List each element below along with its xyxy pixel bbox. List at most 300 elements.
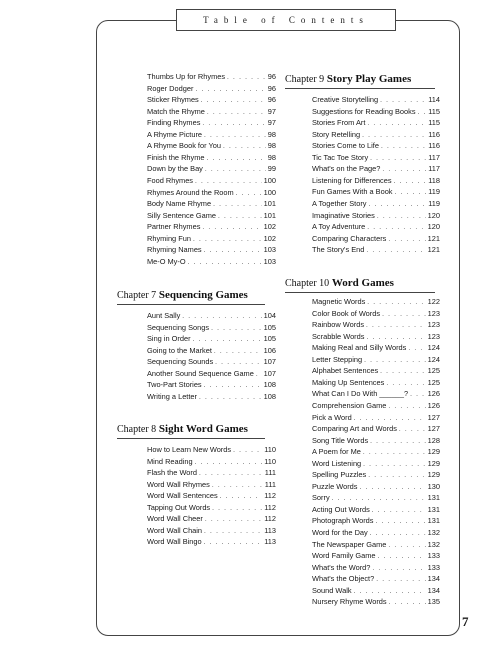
entry-title: How to Learn New Words [147,445,232,454]
dot-leader [388,235,425,245]
dot-leader [369,200,427,210]
entry-page-number: 125 [427,377,440,387]
toc-entry [312,297,440,308]
toc-entry [147,445,276,456]
entry-title: Song Title Words [312,435,369,445]
toc-entry [312,540,440,551]
entry-page-number: 116 [428,141,440,151]
entry-title: Me-O My-O [147,256,186,266]
entry-title: Word for the Day [312,528,368,537]
entry-page-number: 110 [264,456,276,466]
dot-leader [410,390,426,400]
dot-leader [195,85,265,95]
dot-leader [370,529,426,539]
toc-entry [312,493,440,504]
entry-title: Tic Tac Toe Story [312,152,369,162]
entry-page-number: 113 [264,525,276,535]
dot-leader [362,131,426,141]
toc-entry [312,597,440,608]
entry-page-number: 105 [263,334,276,344]
dot-leader [367,223,425,233]
toc-entry [147,95,276,106]
toc-entry [147,118,276,129]
entry-title: A Rhyme Book for You [147,141,221,151]
toc-entry [312,378,440,389]
entry-page-number: 102 [263,222,276,232]
entry-page-number: 118 [428,175,440,185]
dot-leader [202,119,265,129]
toc-entry [147,380,276,391]
entry-title: Sorry [312,493,330,503]
entry-page-number: 104 [263,311,276,320]
toc-entry [147,311,276,322]
dot-leader [386,379,425,389]
dot-leader [368,471,425,481]
dot-leader [408,344,425,354]
toc-entry [147,357,276,368]
chapter-rule [117,304,265,305]
dot-leader [377,212,426,222]
toc-entry [147,537,276,548]
entry-title: Letter Stepping [312,354,363,364]
entry-title: Sequencing Songs [147,322,210,332]
entry-title: Word Listening [312,458,362,468]
entry-title: Nursery Rhyme Words [312,597,387,607]
toc-entry [312,332,440,343]
entry-page-number: 117 [428,152,440,162]
entry-title: Comparing Characters [312,233,387,243]
entry-page-number: 124 [427,354,440,364]
toc-entry [147,491,276,502]
dot-leader [233,446,262,456]
entry-title: Writing a Letter [147,391,197,401]
entry-page-number: 112 [264,514,276,524]
toc-entry [312,320,440,331]
dot-leader [204,131,266,141]
entry-page-number: 129 [427,470,440,480]
entry-title: Match the Rhyme [147,106,205,116]
entry-page-number: 117 [428,164,440,174]
toc-entry [312,130,440,141]
entry-page-number: 135 [427,597,440,607]
dot-leader [367,298,425,308]
entry-title: Puzzle Words [312,481,358,491]
entry-page-number: 98 [267,152,276,162]
toc-entry [312,309,440,320]
dot-leader [207,108,266,118]
dot-leader [236,189,262,199]
entry-title: Food Rhymes [147,175,194,185]
entry-title: Flash the Word [147,468,197,478]
entry-page-number: 103 [263,245,276,255]
toc-entry [312,413,440,424]
toc-entry [147,141,276,152]
entry-title: Making Up Sentences [312,377,385,387]
dot-leader [370,437,426,447]
dot-leader [214,347,262,357]
toc-entry [147,176,276,187]
toc-entry [147,72,276,83]
toc-entry [147,211,276,222]
dot-leader [195,177,262,187]
entry-title: Rhymes Around the Room [147,187,234,197]
entry-title: Color Book of Words [312,308,381,318]
entry-page-number: 100 [263,187,276,197]
entry-title: Sequencing Sounds [147,357,214,367]
entry-title: Body Name Rhyme [147,199,212,209]
dot-leader [354,414,426,424]
toc-entry [312,234,440,245]
chapter-label: Chapter 7 [117,290,157,301]
chapter-label: Chapter 10 [285,278,330,289]
dot-leader [367,119,426,129]
entry-title: Word Wall Sentences [147,491,218,501]
entry-title: Spelling Puzzles [312,470,367,480]
toc-entry [312,482,440,493]
entry-title: The Newspaper Game [312,539,387,549]
toc-entry [147,334,276,345]
toc-entry [147,457,276,468]
dot-leader [205,515,262,525]
dot-leader [213,200,262,210]
entry-page-number: 97 [267,118,276,128]
toc-entry [147,153,276,164]
toc-entry [147,199,276,210]
entry-page-number: 101 [263,199,276,209]
toc-entry [312,389,440,400]
entry-page-number: 112 [264,502,276,512]
toc-entry [312,95,440,106]
toc-entry [147,323,276,334]
toc-entry [312,459,440,470]
toc-entry [312,199,440,210]
dot-leader [364,356,426,366]
dot-leader [380,367,426,377]
entry-title: Rainbow Words [312,320,365,330]
dot-leader [378,552,426,562]
toc-entry [312,528,440,539]
entry-title: Stories Come to Life [312,141,379,151]
entry-page-number: 129 [427,447,440,457]
dot-leader [212,504,262,514]
entry-page-number: 123 [427,308,440,318]
dot-leader [389,598,426,608]
dot-leader [195,458,263,468]
dot-leader [376,517,426,527]
entry-title: What Can I Do With ______? [312,389,409,399]
toc-entry [312,401,440,412]
entry-page-number: 107 [263,368,276,378]
entry-title: What's the Object? [312,574,375,584]
entry-title: Fun Games With a Book [312,187,393,197]
dot-leader [380,96,426,106]
dot-leader [366,333,425,343]
entry-title: Rhyming Names [147,245,202,255]
entry-page-number: 114 [428,95,440,104]
dot-leader [204,381,262,391]
toc-entry [312,211,440,222]
entry-title: Roger Dodger [147,83,194,93]
dot-leader [227,73,266,83]
toc-entry [312,563,440,574]
toc-entry [147,257,276,268]
entry-page-number: 126 [427,400,440,410]
toc-entry [312,107,440,118]
dot-leader [204,246,262,256]
dot-leader [394,177,427,187]
entry-title: What's the Word? [312,562,371,572]
toc-entry [312,118,440,129]
entry-page-number: 122 [427,297,440,306]
toc-entry [312,141,440,152]
entry-page-number: 105 [263,322,276,332]
toc-entry [312,447,440,458]
chapter-heading [117,422,248,437]
entry-page-number: 123 [427,320,440,330]
dot-leader [372,506,426,516]
entry-title: Acting Out Words [312,504,370,514]
entry-page-number: 126 [427,389,440,399]
dot-leader [359,483,425,493]
toc-entry [312,222,440,233]
entry-page-number: 110 [264,445,276,454]
dot-leader [212,481,263,491]
entry-title: Alphabet Sentences [312,366,379,376]
toc-entry [147,514,276,525]
dot-leader [188,258,262,268]
entry-title: Word Wall Bingo [147,537,202,547]
entry-page-number: 132 [427,539,440,549]
entry-title: Word Family Game [312,551,376,561]
entry-page-number: 97 [267,106,276,116]
entry-title: Finding Rhymes [147,118,201,128]
entry-page-number: 134 [427,574,440,584]
toc-entry [147,468,276,479]
entry-page-number: 133 [427,562,440,572]
toc-entry [312,187,440,198]
chapter-rule [285,88,435,89]
dot-leader [363,460,425,470]
dot-leader [199,393,262,403]
dot-leader [395,188,427,198]
entry-page-number: 111 [264,479,276,489]
toc-entry [147,245,276,256]
dot-leader [418,108,427,118]
entry-title: Silly Sentence Game [147,210,217,220]
entry-title: Listening for Differences [312,175,392,185]
entry-page-number: 103 [263,256,276,266]
entry-title: Story Retelling [312,129,361,139]
chapter-title: Story Play Games [326,73,412,85]
entry-page-number: 111 [264,468,276,478]
dot-leader [201,96,266,106]
entry-title: A Together Story [312,198,367,208]
toc-entry [147,164,276,175]
entry-page-number: 134 [427,585,440,595]
toc-entry [312,153,440,164]
dot-leader [202,223,261,233]
entry-page-number: 102 [263,233,276,243]
entry-page-number: 96 [267,72,276,81]
toc-entry [147,526,276,537]
toc-entry [312,436,440,447]
chapter-title: Sight Word Games [158,423,248,435]
entry-page-number: 128 [427,435,440,445]
page-number: 7 [462,614,469,629]
toc-entry [312,505,440,516]
dot-leader [218,212,262,222]
dot-leader [381,142,426,152]
entry-title: The Story's End [312,245,365,255]
entry-title: Partner Rhymes [147,222,201,232]
entry-title: Down by the Bay [147,164,203,174]
toc-entry [312,355,440,366]
entry-page-number: 133 [427,551,440,561]
dot-leader [370,154,426,164]
chapter-title: Sequencing Games [158,289,248,301]
entry-title: Creative Storytelling [312,95,379,104]
toc-header-box [176,9,396,31]
dot-leader [363,448,426,458]
entry-title: Two-Part Stories [147,380,202,390]
dot-leader [199,469,263,479]
entry-title: Imaginative Stories [312,210,375,220]
entry-page-number: 112 [264,491,276,501]
entry-page-number: 115 [428,118,440,128]
dot-leader [204,527,262,537]
dot-leader [366,321,426,331]
entry-title: A Poem for Me [312,447,361,457]
entry-title: Going to the Market [147,345,212,355]
entry-page-number: 96 [267,95,276,105]
entry-title: Making Real and Silly Words [312,343,407,353]
dot-leader [388,541,425,551]
entry-title: Suggestions for Reading Books [312,106,416,116]
entry-page-number: 131 [427,493,440,503]
chapter-heading [117,288,248,303]
entry-page-number: 101 [263,210,276,220]
toc-entry [147,369,276,380]
dot-leader [382,165,426,175]
toc-entry [147,392,276,403]
entry-page-number: 106 [263,345,276,355]
toc-entry [147,130,276,141]
entry-page-number: 121 [427,245,440,255]
toc-entry [312,551,440,562]
entry-page-number: 115 [428,106,440,116]
entry-page-number: 132 [427,528,440,537]
entry-page-number: 127 [427,424,440,434]
entry-page-number: 116 [428,129,440,139]
dot-leader [220,492,263,502]
entry-page-number: 108 [263,380,276,390]
toc-entry [147,346,276,357]
entry-page-number: 129 [427,458,440,468]
dot-leader [376,575,425,585]
entry-title: Rhyming Fun [147,233,191,243]
entry-title: Another Sound Sequence Game [147,368,254,378]
toc-entry [312,470,440,481]
entry-title: Word Wall Chain [147,525,203,535]
dot-leader [215,358,261,368]
entry-title: Aunt Sally [147,311,181,320]
entry-title: Tapping Out Words [147,502,211,512]
entry-page-number: 100 [263,175,276,185]
dot-leader [182,312,261,322]
entry-page-number: 127 [427,412,440,422]
toc-entry [312,574,440,585]
entry-title: Sticker Rhymes [147,95,199,105]
entry-title: Thumbs Up for Rhymes [147,72,226,81]
toc-entry [312,366,440,377]
dot-leader [366,246,425,256]
entry-page-number: 124 [427,343,440,353]
entry-title: Finish the Rhyme [147,152,205,162]
toc-entry [147,503,276,514]
chapter-title: Word Games [331,277,394,289]
dot-leader [205,165,266,175]
entry-page-number: 123 [427,331,440,341]
dot-leader [256,370,262,380]
dot-leader [332,494,426,504]
entry-title: A Rhyme Picture [147,129,203,139]
entry-title: Comparing Art and Words [312,424,397,434]
dot-leader [372,564,425,574]
toc-entry [312,516,440,527]
entry-page-number: 96 [267,83,276,93]
dot-leader [354,587,426,597]
dot-leader [193,235,262,245]
chapter-rule [117,438,265,439]
toc-entry [147,480,276,491]
dot-leader [211,324,262,334]
entry-page-number: 131 [427,516,440,526]
entry-title: Word Wall Rhymes [147,479,210,489]
entry-title: Sound Walk [312,585,352,595]
dot-leader [382,310,426,320]
toc-entry [147,222,276,233]
entry-title: Photograph Words [312,516,374,526]
dot-leader [399,425,426,435]
entry-page-number: 108 [263,391,276,401]
toc-header-title: Table of Contents [203,15,369,25]
dot-leader [193,335,262,345]
chapter-rule [285,292,435,293]
entry-page-number: 119 [428,187,440,197]
entry-title: What's on the Page? [312,164,381,174]
chapter-label: Chapter 9 [285,74,325,85]
entry-page-number: 119 [428,198,440,208]
dot-leader [207,154,266,164]
toc-entry [147,234,276,245]
entry-page-number: 98 [267,141,276,151]
entry-title: Mind Reading [147,456,193,466]
toc-entry [312,176,440,187]
entry-title: Word Wall Cheer [147,514,203,524]
entry-page-number: 107 [263,357,276,367]
entry-title: Stories From Art [312,118,366,128]
toc-entry [312,424,440,435]
entry-title: Comprehension Game [312,400,387,410]
entry-page-number: 120 [427,222,440,232]
entry-page-number: 121 [427,233,440,243]
chapter-heading [285,276,394,291]
toc-entry [312,586,440,597]
toc-entry [312,164,440,175]
chapter-label: Chapter 8 [117,424,157,435]
toc-entry [147,84,276,95]
dot-leader [223,142,266,152]
